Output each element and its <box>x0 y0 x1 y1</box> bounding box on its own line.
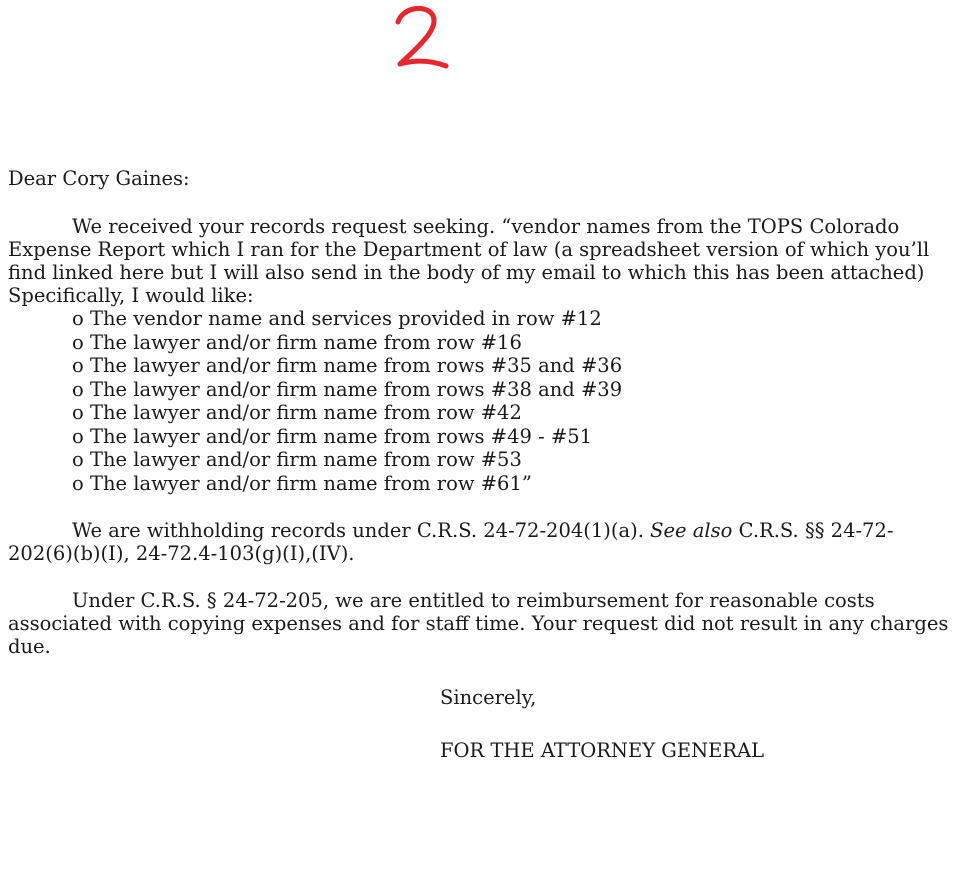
list-item: o The lawyer and/or firm name from rows #38 and #39 <box>72 377 623 401</box>
greeting: Dear Cory Gaines: <box>8 167 190 190</box>
list-item: o The lawyer and/or firm name from rows #35 and #36 <box>72 354 623 377</box>
costs-paragraph: Under C.R.S. § 24-72-205, we are entitled to reimbursement for reasonable costs associated with copying expenses and for staff time. Your request did not result in any charges due. <box>8 589 949 658</box>
list-item: o The lawyer and/or firm name from row #53 <box>72 448 522 471</box>
list-item: o The lawyer and/or firm name from row #61” <box>72 471 532 495</box>
handwritten-2-mark <box>384 0 454 80</box>
withholding-paragraph <box>8 519 958 565</box>
signature-line: FOR THE ATTORNEY GENERAL <box>440 739 765 762</box>
see-also-citation-signal: See also <box>650 519 733 542</box>
closing: Sincerely, <box>440 686 537 709</box>
withholding-text-1: We are withholding records under C.R.S. 24-72-204(1)(a). <box>72 519 644 542</box>
list-item: o The vendor name and services provided in row #12 <box>72 307 602 330</box>
list-item: o The lawyer and/or firm name from rows #49 - #51 <box>72 424 593 448</box>
request-items-list <box>8 307 958 495</box>
list-item: o The lawyer and/or firm name from row #42 <box>72 401 522 424</box>
handwritten-page-number <box>384 0 454 80</box>
withholding-text-2: C.R.S. §§ 24-72-202(6)(b)(I), 24-72.4-103(g)(I),(IV). <box>8 519 894 565</box>
list-item: o The lawyer and/or firm name from row #16 <box>72 330 522 354</box>
letter-body <box>8 167 958 762</box>
request-paragraph: We received your records request seeking. “vendor names from the TOPS Colorado Expense Report which I ran for the Department of law (a spreadsheet version of which you’ll find linked here but I will also send in the body of my email to which this has been attached) Specifically, I would like: <box>8 215 930 307</box>
